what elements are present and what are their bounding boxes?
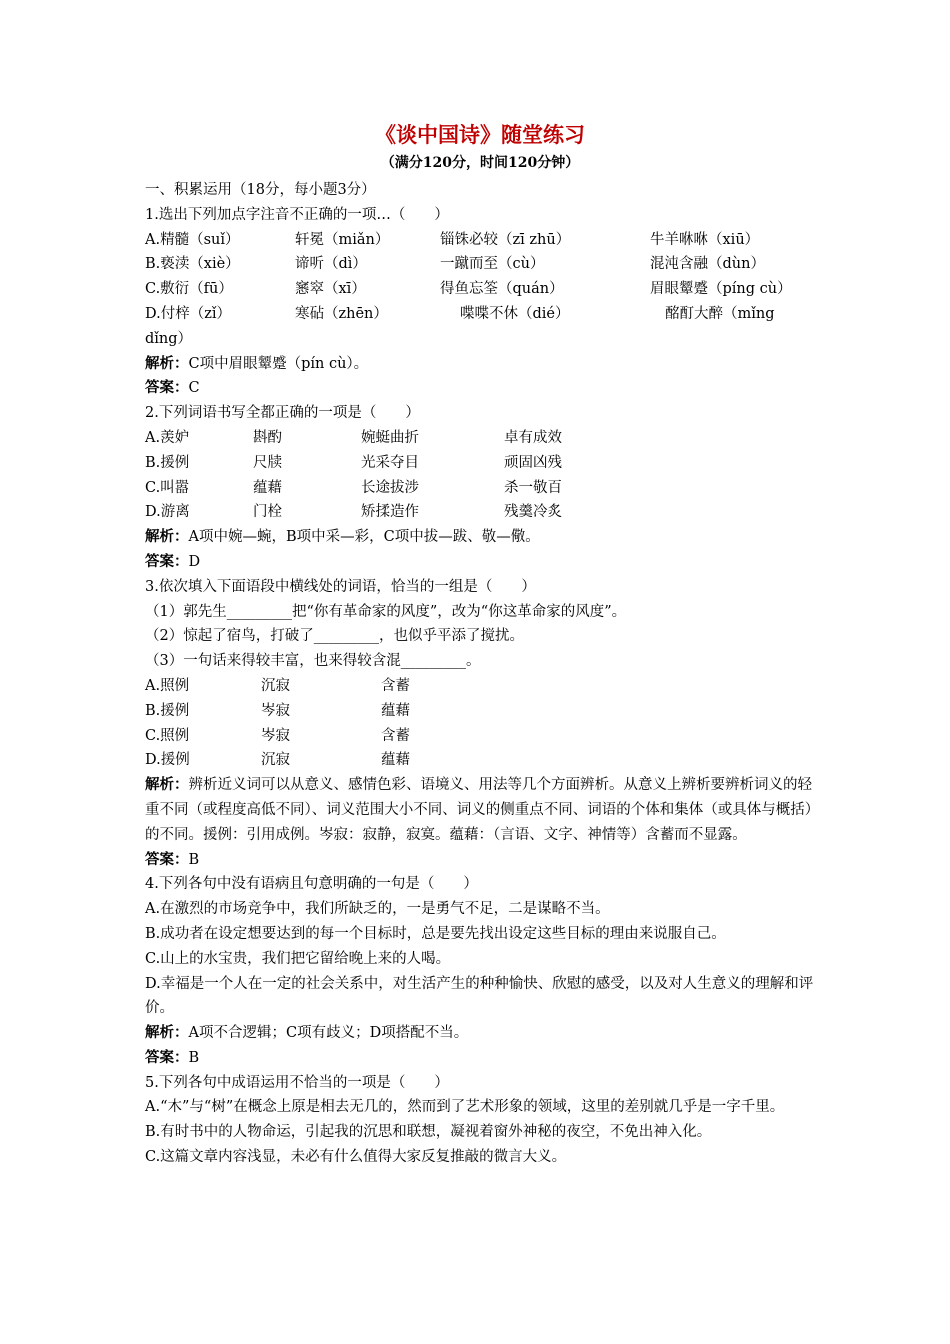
- analysis-text: A项中婉—蜿，B项中采—彩，C项中拔—跋、敬—儆。: [188, 529, 540, 546]
- analysis-label: 解析：: [145, 1025, 189, 1042]
- option-text: 沉寂: [261, 677, 290, 694]
- option-text: 牛羊咻咻（xiū）: [650, 231, 760, 248]
- question-5-option-a: A.“木”与“树”在概念上原是相去无几的，然而到了艺术形象的领域，这里的差别就几乎是一字千里。: [145, 1099, 785, 1116]
- question-5-stem: 5.下列各句中成语运用不恰当的一项是（ ）: [145, 1074, 449, 1091]
- question-1-analysis: [145, 352, 815, 377]
- option-text: 含蓄: [381, 727, 410, 744]
- option-text: 残羹冷炙: [504, 504, 562, 521]
- option-text: 蕴藉: [381, 702, 410, 719]
- question-3-answer: [145, 848, 815, 873]
- option-text: 顽固凶残: [504, 454, 562, 471]
- question-4-answer: [145, 1046, 815, 1071]
- question-1-option-b: [145, 252, 815, 277]
- option-text: 轩冕（miǎn）: [295, 231, 390, 248]
- section-heading: 一、积累运用（18分，每小题3分）: [145, 182, 376, 198]
- option-text: C.敷衍（fū）: [145, 281, 233, 298]
- question-4-analysis: [145, 1021, 815, 1046]
- question-1-option-d: [145, 302, 815, 327]
- analysis-label: 解析：: [145, 777, 189, 794]
- option-text: 窸窣（xī）: [295, 281, 366, 298]
- option-text: 婉蜓曲折: [361, 429, 419, 446]
- analysis-label: 解析：: [145, 355, 189, 372]
- option-text: 混沌含融（dùn）: [650, 256, 765, 273]
- analysis-label: 解析：: [145, 529, 189, 546]
- option-text: D.游离: [145, 504, 190, 521]
- answer-label: 答案：: [145, 1049, 189, 1066]
- option-text: B.亵渎（xiè）: [145, 256, 240, 273]
- question-2-option-b: [145, 451, 815, 476]
- question-1-answer: [145, 376, 815, 401]
- question-2-analysis: [145, 525, 815, 550]
- option-text: 光采夺目: [361, 454, 419, 471]
- question-5-option-b: B.有时书中的人物命运，引起我的沉思和联想，凝视着窗外神秘的夜空，不免出神入化。: [145, 1124, 712, 1141]
- option-text: D.付梓（zǐ）: [145, 305, 231, 322]
- option-text: 岑寂: [261, 702, 290, 719]
- question-3-sentence-1: （1）郭先生_________把“你有革命家的风度”，改为“你这革命家的风度”。: [145, 603, 627, 620]
- question-3-sentence-2: （2）惊起了宿鸟，打破了_________，也似乎平添了搅扰。: [145, 628, 524, 645]
- option-text: A.精髓（suǐ）: [145, 231, 240, 248]
- answer-text: C: [188, 380, 200, 397]
- option-text: 得鱼忘筌（quán）: [440, 281, 564, 298]
- answer-label: 答案：: [145, 553, 189, 570]
- option-text: 尺牍: [253, 454, 282, 471]
- question-2-answer: [145, 550, 815, 575]
- option-text: 杀一敬百: [504, 479, 562, 496]
- question-3-option-d: [145, 748, 815, 773]
- option-text: 酩酊大醉（mǐng: [665, 305, 775, 322]
- question-3-sentence-3: （3）一句话来得较丰富，也来得较含混_________。: [145, 653, 481, 670]
- question-3-stem: 3.依次填入下面语段中横线处的词语，恰当的一组是（ ）: [145, 578, 536, 595]
- option-text: 谛听（dì）: [295, 256, 367, 273]
- analysis-text: C项中眉眼颦蹙（pín cù）。: [188, 355, 369, 372]
- option-text: 蕴藉: [253, 479, 282, 496]
- option-text: 锱铢必较（zī zhū）: [440, 231, 571, 248]
- option-text: 矫揉造作: [361, 504, 419, 521]
- question-3-analysis: [145, 773, 815, 847]
- option-text: 喋喋不休（dié）: [460, 305, 570, 322]
- option-text: C.照例: [145, 727, 190, 744]
- question-5-option-c: C.这篇文章内容浅显，未必有什么值得大家反复推敲的微言大义。: [145, 1149, 567, 1166]
- page-subtitle: （满分120分，时间120分钟）: [380, 155, 580, 171]
- question-1-option-c: [145, 277, 815, 302]
- answer-text: B: [188, 1049, 200, 1066]
- question-2-option-a: [145, 426, 815, 451]
- question-3-option-c: [145, 724, 815, 749]
- option-text: 蕴藉: [381, 752, 410, 769]
- option-text: 门栓: [253, 504, 282, 521]
- question-1-option-a: [145, 228, 815, 253]
- document-page: [145, 118, 815, 1170]
- question-1-option-d-continued: dǐng）: [145, 330, 193, 347]
- answer-text: D: [188, 553, 201, 570]
- option-text: D.援例: [145, 752, 190, 769]
- question-2-option-d: [145, 500, 815, 525]
- page-title: 《谈中国诗》随堂练习: [375, 123, 585, 147]
- answer-text: B: [188, 851, 200, 868]
- question-4-option-c: C.山上的水宝贵，我们把它留给晚上来的人喝。: [145, 950, 451, 967]
- option-text: 寒砧（zhēn）: [295, 305, 388, 322]
- option-text: 长途拔涉: [361, 479, 419, 496]
- question-4-option-b: B.成功者在设定想要达到的每一个目标时，总是要先找出设定这些目标的理由来说服自己。: [145, 925, 726, 942]
- analysis-text: 辨析近义词可以从意义、感情色彩、语境义、用法等几个方面辨析。从意义上辨析要辨析词义的轻重不同（或程度高低不同）、词义范围大小不同、词义的侧重点不同、词语的个体和集体（或具体与概括）的不同。援例：引用成例。岑寂：寂静，寂寞。蕴藉：（言语、文字、神情等）含蓄而不显露。: [145, 777, 812, 843]
- option-text: 沉寂: [261, 752, 290, 769]
- option-text: A.羡妒: [145, 429, 190, 446]
- option-text: B.援例: [145, 454, 190, 471]
- question-3-option-b: [145, 699, 815, 724]
- question-1-stem: 1.选出下列加点字注音不正确的一项…（ ）: [145, 206, 449, 223]
- option-text: 斟酌: [253, 429, 282, 446]
- answer-label: 答案：: [145, 851, 189, 868]
- question-4-stem: 4.下列各句中没有语病且句意明确的一句是（ ）: [145, 876, 478, 893]
- question-4-option-d: D.幸福是一个人在一定的社会关系中，对生活产生的种种愉快、欣慰的感受，以及对人生意义的理解和评价。: [145, 975, 814, 1017]
- option-text: C.叫嚣: [145, 479, 190, 496]
- analysis-text: A项不合逻辑；C项有歧义；D项搭配不当。: [188, 1025, 469, 1042]
- answer-label: 答案：: [145, 380, 189, 397]
- option-text: 卓有成效: [504, 429, 562, 446]
- option-text: 岑寂: [261, 727, 290, 744]
- question-2-option-c: [145, 476, 815, 501]
- option-text: B.援例: [145, 702, 190, 719]
- question-4-option-a: A.在激烈的市场竞争中，我们所缺乏的，一是勇气不足，二是谋略不当。: [145, 901, 610, 918]
- option-text: 一蹴而至（cù）: [440, 256, 545, 273]
- option-text: 眉眼颦蹙（píng cù）: [650, 281, 792, 298]
- option-text: 含蓄: [381, 677, 410, 694]
- question-2-stem: 2.下列词语书写全都正确的一项是（ ）: [145, 405, 420, 422]
- question-3-option-a: [145, 674, 815, 699]
- option-text: A.照例: [145, 677, 190, 694]
